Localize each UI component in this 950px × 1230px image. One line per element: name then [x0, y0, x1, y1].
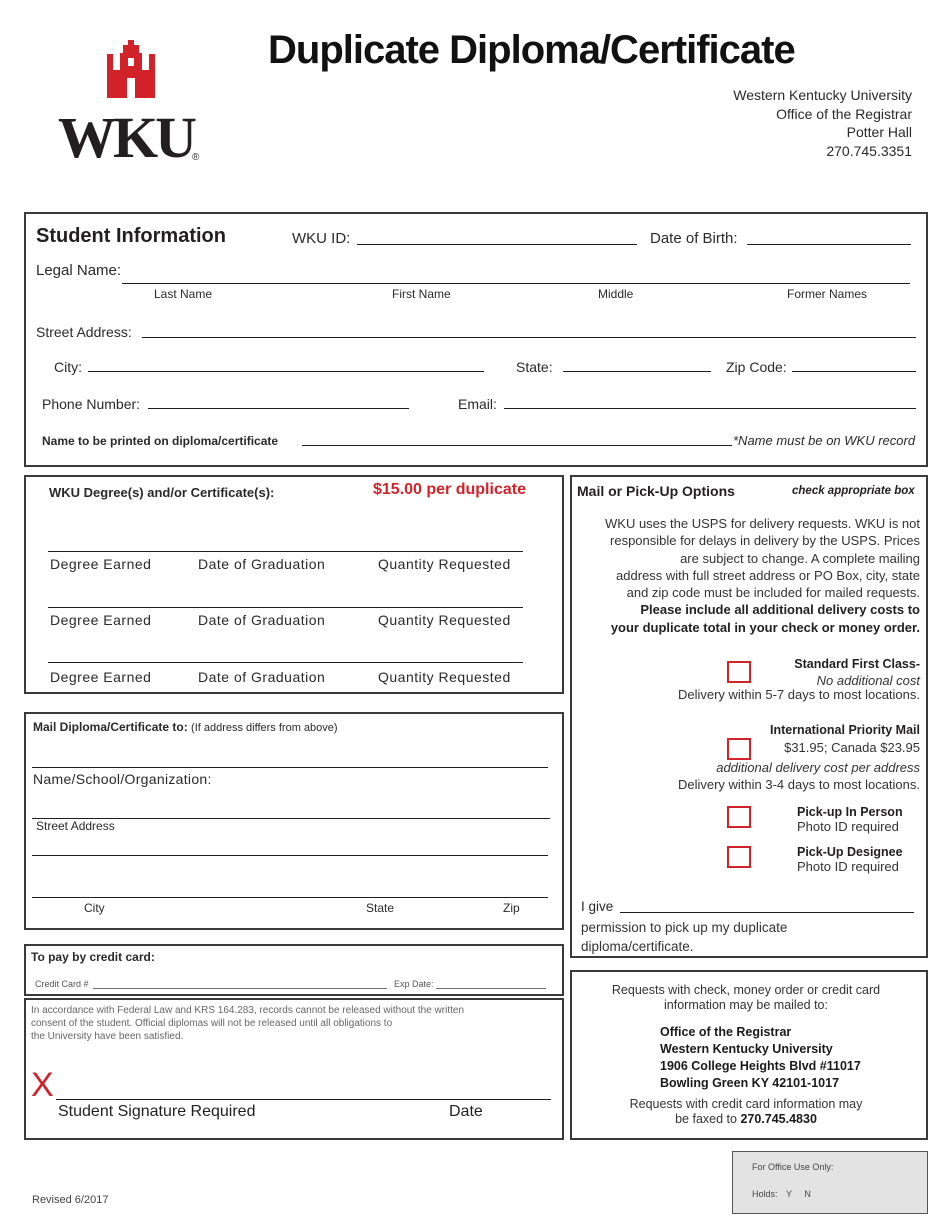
designee-name-field[interactable]: [620, 912, 914, 913]
legal-notice-line: In accordance with Federal Law and KRS 164.283, records cannot be released without the written: [31, 1005, 465, 1016]
graduation-date-caption: Date of Graduation: [198, 556, 326, 572]
mail-to-top-line[interactable]: [32, 767, 548, 768]
registrar-address: [612, 86, 912, 160]
student-info-section: [24, 212, 928, 467]
credit-card-label: Credit Card #: [35, 979, 89, 989]
graduation-date-caption: Date of Graduation: [198, 669, 326, 685]
address-line: Office of the Registrar: [776, 105, 912, 122]
address-line: 270.745.3351: [826, 142, 912, 159]
legal-notice-line: consent of the student. Official diplomas will not be released until all obligations to: [31, 1018, 393, 1029]
tower-icon: [107, 40, 155, 98]
delivery-info-line: and zip code must be included for mailed requests.: [626, 585, 920, 601]
pickup-in-person-note: Photo ID required: [797, 819, 899, 834]
city-field[interactable]: [88, 371, 484, 372]
permission-line: diploma/certificate.: [581, 939, 694, 954]
holds-row: [752, 1189, 811, 1199]
mailing-address-line: Bowling Green KY 42101-1017: [660, 1076, 840, 1090]
delivery-info: [572, 515, 920, 636]
delivery-info-line: WKU uses the USPS for delivery requests. WKU is not: [605, 516, 920, 531]
permission-label: I give: [581, 899, 614, 914]
fax-info: [572, 1097, 920, 1127]
former-names-caption: Former Names: [787, 287, 868, 301]
standard-first-class-note: No additional cost: [816, 673, 920, 688]
state-label: State:: [516, 359, 553, 375]
address-line: Potter Hall: [846, 124, 912, 140]
quantity-caption: Quantity Requested: [378, 556, 511, 572]
pickup-designee-checkbox[interactable]: [727, 846, 751, 868]
registrar-mailing-address: [660, 1024, 861, 1092]
degree-row-line[interactable]: [48, 551, 523, 552]
signature-date-label: Date: [449, 1103, 483, 1120]
wku-logo: [56, 40, 206, 170]
mail-to-title-text: Mail Diploma/Certificate to:: [33, 720, 188, 734]
wku-id-label: WKU ID:: [292, 230, 351, 247]
printed-name-field[interactable]: [302, 445, 732, 446]
degree-earned-caption: Degree Earned: [50, 556, 152, 572]
state-field[interactable]: [563, 371, 711, 372]
delivery-info-bold: Please include all additional delivery costs to: [640, 602, 920, 618]
signature-field[interactable]: [56, 1099, 551, 1100]
degree-earned-caption: Degree Earned: [50, 669, 152, 685]
international-priority-note: additional delivery cost per address: [716, 760, 920, 775]
zip-field[interactable]: [792, 371, 916, 372]
standard-first-class-title: Standard First Class-: [794, 657, 920, 671]
legal-notice-line: the University have been satisfied.: [31, 1031, 184, 1042]
pickup-in-person-checkbox[interactable]: [727, 806, 751, 828]
holds-yes-option[interactable]: Y: [786, 1189, 792, 1199]
degree-row-line[interactable]: [48, 607, 523, 608]
mailing-intro: [572, 983, 920, 1013]
mailing-address-line: Office of the Registrar: [660, 1025, 792, 1039]
email-label: Email:: [458, 396, 497, 412]
permission-line: permission to pick up my duplicate: [581, 920, 788, 935]
fax-number: 270.745.4830: [740, 1112, 817, 1126]
standard-first-class-delivery: Delivery within 5-7 days to most locations.: [677, 687, 920, 702]
first-name-caption: First Name: [392, 287, 451, 301]
mailing-intro-line: Requests with check, money order or credit card: [611, 983, 881, 997]
delivery-info-line: responsible for delays in delivery by the USPS. Prices: [610, 533, 920, 549]
mailing-address-line: 1906 College Heights Blvd #11017: [660, 1059, 861, 1073]
international-priority-checkbox[interactable]: [727, 738, 751, 760]
pickup-in-person-title: Pick-up In Person: [797, 805, 903, 819]
mail-zip-label: Zip: [503, 901, 520, 915]
international-priority-delivery: Delivery within 3-4 days to most locations.: [677, 777, 920, 792]
mail-city-label: City: [84, 901, 105, 915]
street-address-field[interactable]: [142, 337, 916, 338]
zip-label: Zip Code:: [726, 359, 787, 375]
credit-card-title: To pay by credit card:: [31, 950, 155, 964]
international-priority-title: International Priority Mail: [769, 723, 920, 737]
office-use-label: For Office Use Only:: [752, 1162, 834, 1172]
holds-label: Holds:: [752, 1189, 778, 1199]
page-title: Duplicate Diploma/Certificate: [268, 28, 795, 72]
pickup-designee-title: Pick-Up Designee: [797, 845, 903, 859]
fax-info-line: [572, 1112, 920, 1127]
dob-label: Date of Birth:: [650, 230, 738, 247]
quantity-caption: Quantity Requested: [378, 612, 511, 628]
check-box-note: check appropriate box: [792, 485, 915, 497]
credit-card-field[interactable]: [93, 988, 387, 989]
legal-name-label: Legal Name:: [36, 262, 122, 279]
logo-registered-mark: ®: [192, 152, 200, 163]
office-use-box: [732, 1151, 928, 1214]
logo-text: WKU: [58, 105, 194, 170]
pickup-designee-note: Photo ID required: [797, 859, 899, 874]
legal-notice: [31, 1004, 464, 1043]
fax-info-prefix: be faxed to: [675, 1112, 737, 1126]
mail-to-title-note: (If address differs from above): [191, 722, 338, 734]
phone-label: Phone Number:: [42, 396, 141, 412]
street-address-label: Street Address:: [36, 324, 132, 340]
delivery-info-line: address with full street address or PO Box, city, state: [616, 567, 920, 583]
quantity-caption: Quantity Requested: [378, 669, 511, 685]
dob-field[interactable]: [747, 244, 911, 245]
mailing-address-line: Western Kentucky University: [660, 1042, 833, 1056]
email-field[interactable]: [504, 408, 916, 409]
delivery-options-title: Mail or Pick-Up Options: [577, 483, 735, 499]
degrees-title: WKU Degree(s) and/or Certificate(s):: [49, 485, 275, 500]
wku-id-field[interactable]: [357, 244, 637, 245]
exp-date-field[interactable]: [436, 988, 546, 989]
mail-to-title: [33, 720, 338, 734]
permission-text: [581, 918, 787, 956]
fax-info-line: Requests with credit card information may: [629, 1097, 863, 1111]
degree-row-line[interactable]: [48, 662, 523, 663]
legal-name-field[interactable]: [122, 283, 910, 284]
middle-caption: Middle: [598, 287, 634, 301]
mailing-intro-line: information may be mailed to:: [664, 998, 828, 1012]
graduation-date-caption: Date of Graduation: [198, 612, 326, 628]
signature-x-mark: X: [31, 1066, 54, 1104]
printed-name-note: *Name must be on WKU record: [733, 433, 916, 448]
standard-first-class-checkbox[interactable]: [727, 661, 751, 683]
delivery-info-line: are subject to change. A complete mailing: [680, 550, 920, 566]
degree-earned-caption: Degree Earned: [50, 612, 152, 628]
organization-label: Name/School/Organization:: [33, 771, 212, 787]
international-priority-price: $31.95; Canada $23.95: [784, 740, 920, 755]
student-info-title: Student Information: [36, 225, 226, 247]
address-line: Western Kentucky University: [733, 87, 912, 103]
revised-date: Revised 6/2017: [32, 1194, 109, 1206]
city-label: City:: [54, 359, 82, 375]
phone-field[interactable]: [148, 408, 409, 409]
delivery-info-bold: your duplicate total in your check or money order.: [610, 619, 920, 635]
signature-label: Student Signature Required: [58, 1103, 256, 1120]
mail-street-label: Street Address: [36, 819, 115, 833]
last-name-caption: Last Name: [154, 287, 213, 301]
holds-no-option[interactable]: N: [804, 1189, 811, 1199]
exp-date-label: Exp Date:: [394, 979, 434, 989]
mail-city-field[interactable]: [32, 897, 548, 898]
mail-street-field[interactable]: [32, 855, 548, 856]
price-per-duplicate: $15.00 per duplicate: [373, 481, 526, 498]
printed-name-label: Name to be printed on diploma/certificate: [42, 434, 279, 448]
mail-state-label: State: [366, 901, 395, 915]
